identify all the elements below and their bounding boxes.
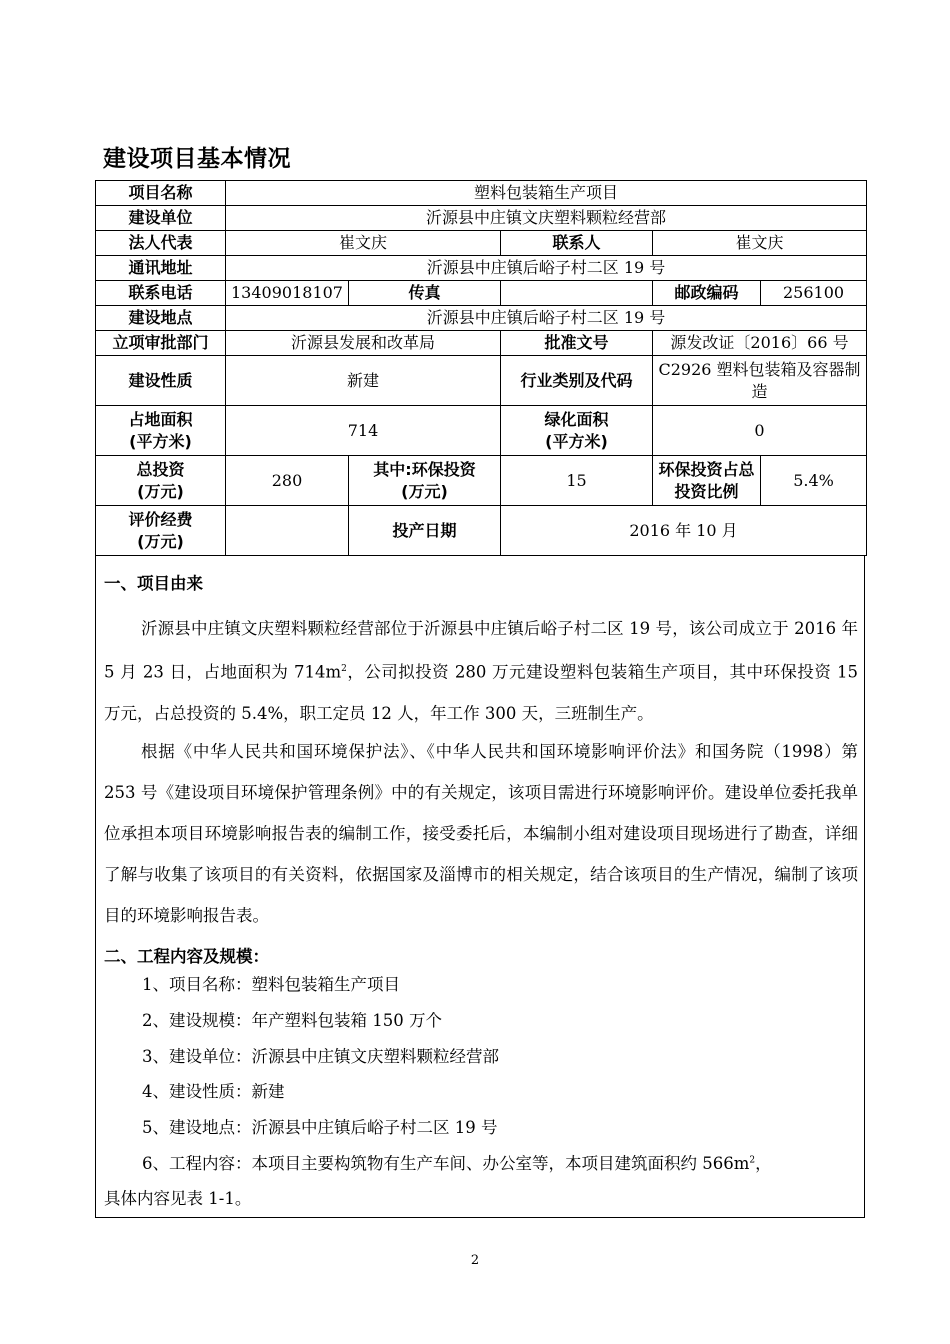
label-eval-fee (96, 506, 226, 556)
table-row (96, 506, 867, 556)
value-site: 沂源县中庄镇后峪子村二区 19 号 (226, 306, 867, 331)
list-item: 3、建设单位：沂源县中庄镇文庆塑料颗粒经营部 (142, 1047, 499, 1066)
value-approval-doc: 源发改证〔2016〕66 号 (653, 331, 867, 356)
table-row (96, 306, 867, 331)
label-green-line2: (平方米) (545, 431, 608, 451)
label-approval-dept: 立项审批部门 (96, 331, 226, 356)
value-project-name: 塑料包装箱生产项目 (226, 181, 867, 206)
value-industry: C2926 塑料包装箱及容器制造 (653, 356, 867, 406)
value-fax (501, 281, 653, 306)
label-industry: 行业类别及代码 (501, 356, 653, 406)
item6-superscript: 2 (749, 1155, 756, 1166)
table-row (96, 206, 867, 231)
value-unit: 沂源县中庄镇文庆塑料颗粒经营部 (226, 206, 867, 231)
section1-paragraph-1 (104, 608, 858, 734)
label-env-ratio-line2: 投资比例 (674, 481, 739, 501)
label-area-line1: 占地面积 (128, 409, 193, 429)
label-project-name: 项目名称 (96, 181, 226, 206)
label-eval-fee-line2: (万元) (137, 531, 184, 551)
table-row (96, 356, 867, 406)
table-row (96, 231, 867, 256)
label-env-ratio (653, 456, 761, 506)
list-item: 1、项目名称：塑料包装箱生产项目 (142, 975, 400, 994)
table-row (96, 256, 867, 281)
list-item: 5、建设地点：沂源县中庄镇后峪子村二区 19 号 (142, 1118, 498, 1137)
label-green-line1: 绿化面积 (544, 409, 609, 429)
label-invest (96, 456, 226, 506)
page-title: 建设项目基本情况 (103, 146, 291, 172)
value-phone: 13409018107 (226, 281, 349, 306)
label-start-date: 投产日期 (349, 506, 501, 556)
item6-text-a: 6、工程内容：本项目主要构筑物有生产车间、办公室等，本项目建筑面积约 566m (142, 1154, 750, 1173)
list-item (142, 1150, 772, 1174)
label-env-invest-line1: 其中:环保投资 (373, 459, 476, 479)
table-row (96, 281, 867, 306)
label-fax: 传真 (349, 281, 501, 306)
p1-text-b: ，公司拟投资 280 万元建设塑料包装箱生产项目，其中环保投资 15 万元，占总投资的 5.4%，职工定员 12 人，年工作 300 天，三班制生产。 (104, 662, 858, 723)
label-eval-fee-line1: 评价经费 (128, 509, 193, 529)
content-box (95, 556, 865, 1218)
table-row (96, 181, 867, 206)
table-row (96, 456, 867, 506)
label-green (501, 406, 653, 456)
label-legal-rep: 法人代表 (96, 231, 226, 256)
label-invest-line1: 总投资 (136, 459, 185, 479)
value-invest: 280 (226, 456, 349, 506)
page-number: 2 (470, 1253, 480, 1268)
value-eval-fee (226, 506, 349, 556)
label-postcode: 邮政编码 (653, 281, 761, 306)
label-env-ratio-line1: 环保投资占总 (658, 459, 755, 479)
section2-heading: 二、工程内容及规模： (104, 947, 269, 966)
label-nature: 建设性质 (96, 356, 226, 406)
value-approval-dept: 沂源县发展和改革局 (226, 331, 501, 356)
label-contact: 联系人 (501, 231, 653, 256)
value-legal-rep: 崔文庆 (226, 231, 501, 256)
project-info-table (95, 180, 867, 556)
table-row (96, 331, 867, 356)
label-approval-doc: 批准文号 (501, 331, 653, 356)
label-env-invest (349, 456, 501, 506)
label-phone: 联系电话 (96, 281, 226, 306)
list-item-continuation: 具体内容见表 1-1。 (104, 1189, 252, 1208)
value-green: 0 (653, 406, 867, 456)
p1-superscript: 2 (341, 664, 347, 674)
label-site: 建设地点 (96, 306, 226, 331)
section1-paragraph-2: 根据《中华人民共和国环境保护法》、《中华人民共和国环境影响评价法》和国务院（1998）第 253 号《建设项目环境保护管理条例》中的有关规定，该项目需进行环境影响评价。建设单位委托我单位承担本项目环境影响报告表的编制工作，接受委托后，本编制小组对建设项目现场进行了勘查，详细了解与收集了该项目的有关资料，依据国家及淄博市的相关规定，结合该项目的生产情况，编制了该项目的环境影响报告表。 (104, 742, 858, 925)
label-unit: 建设单位 (96, 206, 226, 231)
value-postcode: 256100 (761, 281, 867, 306)
label-address: 通讯地址 (96, 256, 226, 281)
value-contact: 崔文庆 (653, 231, 867, 256)
table-row (96, 406, 867, 456)
item6-text-b: ， (755, 1154, 772, 1173)
list-item: 2、建设规模：年产塑料包装箱 150 万个 (142, 1011, 442, 1030)
label-area-line2: (平方米) (129, 431, 192, 451)
value-nature: 新建 (226, 356, 501, 406)
label-env-invest-line2: (万元) (401, 481, 448, 501)
label-invest-line2: (万元) (137, 481, 184, 501)
label-area (96, 406, 226, 456)
value-start-date: 2016 年 10 月 (501, 506, 867, 556)
value-env-ratio: 5.4% (761, 456, 867, 506)
list-item: 4、建设性质：新建 (142, 1082, 285, 1101)
value-area: 714 (226, 406, 501, 456)
value-env-invest: 15 (501, 456, 653, 506)
value-address: 沂源县中庄镇后峪子村二区 19 号 (226, 256, 867, 281)
section1-heading: 一、项目由来 (104, 574, 203, 593)
p1-text-a: 沂源县中庄镇文庆塑料颗粒经营部位于沂源县中庄镇后峪子村二区 19 号，该公司成立于 2016 年 5 月 23 日，占地面积为 714m (104, 619, 858, 682)
